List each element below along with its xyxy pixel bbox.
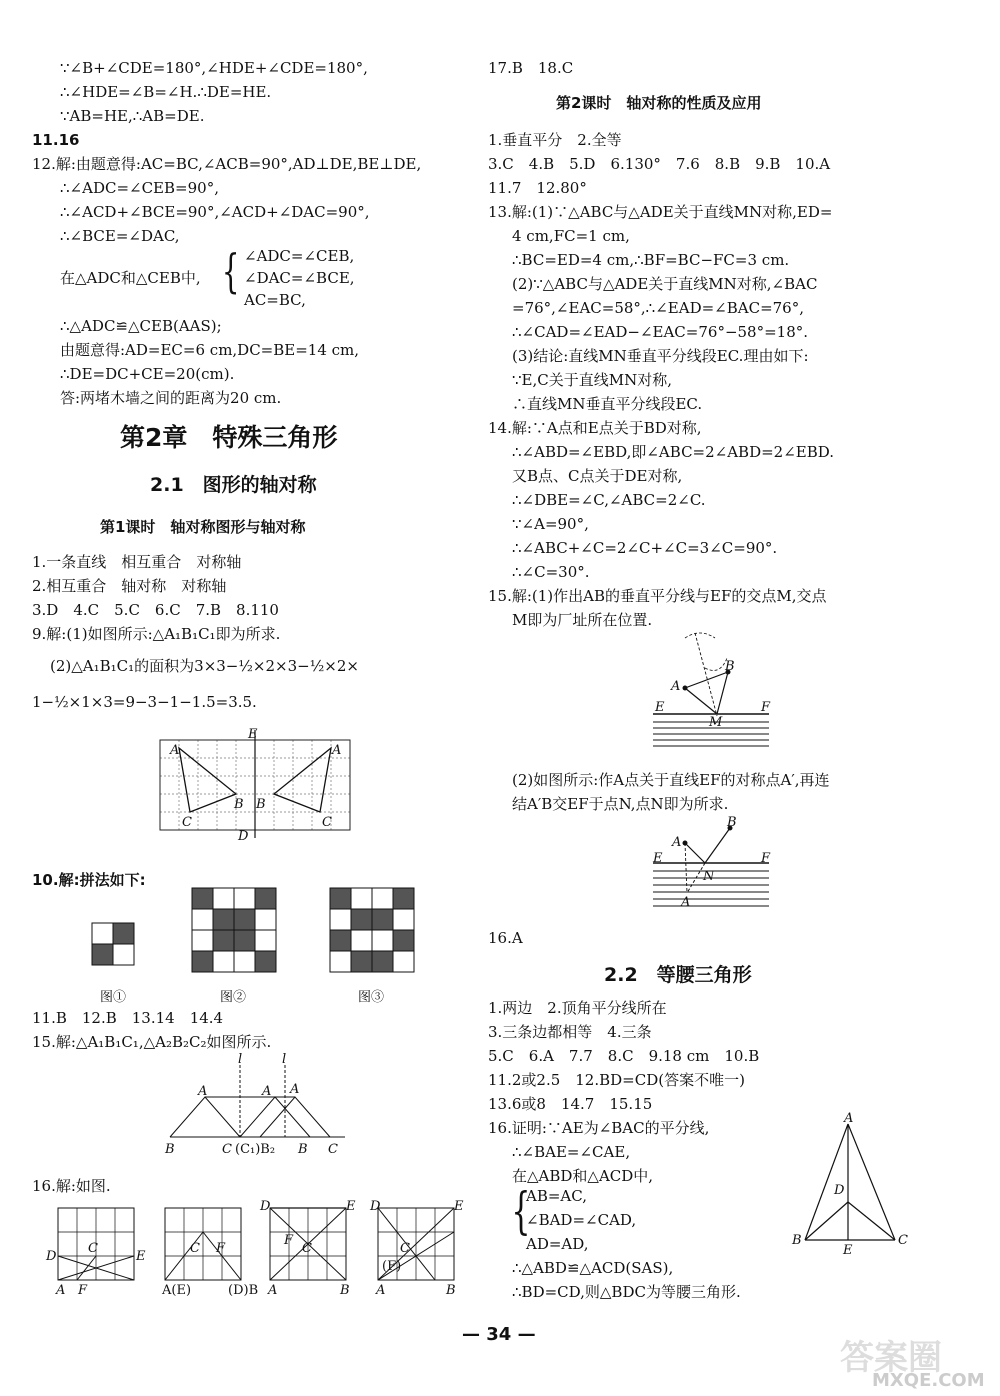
answer-line: 1−½×1×3=9−3−1−1.5=3.5. bbox=[32, 693, 257, 711]
proof-line: ∵∠B+∠CDE=180°,∠HDE+∠CDE=180°, bbox=[60, 59, 368, 77]
svg-text:C: C bbox=[328, 1142, 338, 1157]
svg-text:C: C bbox=[88, 1241, 98, 1256]
answer-line: 12.解:由题意得:AC=BC,∠ACB=90°,AD⊥DE,BE⊥DE, bbox=[32, 155, 422, 173]
svg-text:C: C bbox=[182, 815, 192, 830]
svg-text:C: C bbox=[322, 815, 332, 830]
answer-line: 3.C 4.B 5.D 6.130° 7.6 8.B 9.B 10.A bbox=[488, 155, 831, 173]
answer-line: ∵∠A=90°, bbox=[512, 515, 589, 533]
grid-figure-q9 bbox=[160, 727, 360, 844]
answer-line: 1.一条直线 相互重合 对称轴 bbox=[32, 553, 242, 571]
lesson-title: 第1课时 轴对称图形与轴对称 bbox=[100, 518, 306, 536]
svg-text:A: A bbox=[332, 743, 342, 758]
svg-text:F: F bbox=[761, 851, 771, 866]
answer-line: 11.B 12.B 13.14 14.4 bbox=[32, 1009, 224, 1027]
proof-line: ∴∠BCE=∠DAC, bbox=[60, 227, 180, 245]
svg-text:F: F bbox=[761, 700, 771, 715]
answer-line: 11.2或2.5 12.BD=CD(答案不唯一) bbox=[488, 1071, 745, 1089]
svg-text:B: B bbox=[727, 815, 737, 830]
answer-line: 14.解:∵A点和E点关于BD对称, bbox=[488, 419, 702, 437]
svg-text:B: B bbox=[725, 659, 735, 674]
section-title: 2.2 等腰三角形 bbox=[604, 964, 752, 986]
proof-line: 在△ADC和△CEB中, bbox=[60, 269, 201, 287]
svg-text:N: N bbox=[703, 869, 715, 884]
answer-line: 1.垂直平分 2.全等 bbox=[488, 131, 622, 149]
answer-line: (2)∵△ABC与△ADE关于直线MN对称,∠BAC bbox=[512, 275, 818, 293]
svg-text:E: E bbox=[454, 1199, 464, 1214]
svg-text:A: A bbox=[376, 1283, 386, 1298]
watermark-logo: 答案圈 bbox=[840, 1338, 942, 1378]
answer-line: 3.D 4.C 5.C 6.C 7.B 8.110 bbox=[32, 601, 279, 619]
svg-text:B: B bbox=[340, 1283, 350, 1298]
svg-text:A: A bbox=[672, 835, 682, 850]
answer-line: ∠BAD=∠CAD, bbox=[526, 1211, 637, 1229]
answer-line: ∴∠DBE=∠C,∠ABC=2∠C. bbox=[512, 491, 706, 509]
svg-text:A: A bbox=[671, 679, 681, 694]
svg-text:M: M bbox=[709, 715, 723, 730]
svg-text:D: D bbox=[238, 829, 249, 844]
answer-line: ∴∠BAE=∠CAE, bbox=[512, 1143, 631, 1161]
proof-line: ∵AB=HE,∴AB=DE. bbox=[60, 107, 205, 125]
svg-text:A: A bbox=[290, 1082, 300, 1097]
answer-line: 结A′B交EF于点N,点N即为所求. bbox=[512, 795, 729, 813]
svg-text:(F): (F) bbox=[382, 1259, 402, 1274]
answer-line: ∴△ABD≌△ACD(SAS), bbox=[512, 1259, 674, 1277]
brace: { bbox=[221, 244, 240, 298]
chapter-title: 第2章 特殊三角形 bbox=[120, 423, 338, 452]
svg-text:E: E bbox=[655, 700, 665, 715]
answer-line: 11.16 bbox=[32, 131, 80, 149]
proof-line: AC=BC, bbox=[244, 291, 306, 309]
svg-text:B: B bbox=[165, 1142, 175, 1157]
svg-text:A: A bbox=[268, 1283, 278, 1298]
svg-text:E: E bbox=[843, 1243, 853, 1258]
brace: { bbox=[511, 1182, 531, 1240]
svg-text:E: E bbox=[346, 1199, 356, 1214]
svg-text:B: B bbox=[792, 1233, 802, 1248]
svg-text:(D)B: (D)B bbox=[228, 1283, 259, 1298]
svg-text:C: C bbox=[222, 1142, 232, 1157]
triangle-reflection-figure-q15 bbox=[160, 1052, 360, 1160]
svg-text:B: B bbox=[446, 1283, 456, 1298]
answer-line: 4 cm,FC=1 cm, bbox=[512, 227, 630, 245]
answer-line: ∴BC=ED=4 cm,∴BF=BC−FC=3 cm. bbox=[512, 251, 790, 269]
answer-line: (2)如图所示:作A点关于直线EF的对称点A′,再连 bbox=[512, 771, 830, 789]
answer-line: 在△ABD和△ACD中, bbox=[512, 1167, 654, 1185]
pattern-figures-q10 bbox=[92, 888, 422, 984]
proof-line: ∴∠ADC=∠CEB=90°, bbox=[60, 179, 219, 197]
river-figure-q15-2 bbox=[645, 815, 775, 918]
svg-text:F: F bbox=[78, 1283, 88, 1298]
svg-text:E: E bbox=[248, 727, 258, 742]
proof-line: ∴∠ACD+∠BCE=90°,∠ACD+∠DAC=90°, bbox=[60, 203, 370, 221]
proof-line: ∠DAC=∠BCE, bbox=[244, 269, 355, 287]
svg-text:l: l bbox=[238, 1052, 243, 1067]
svg-text:A: A bbox=[170, 743, 180, 758]
figure-caption: 图① bbox=[100, 990, 127, 1005]
answer-line: M即为厂址所在位置. bbox=[512, 611, 653, 629]
answer-line: ∵E,C关于直线MN对称, bbox=[512, 371, 672, 389]
answer-line: 又B点、C点关于DE对称, bbox=[512, 467, 683, 485]
svg-text:F: F bbox=[284, 1233, 294, 1248]
answer-line: 1.两边 2.顶角平分线所在 bbox=[488, 999, 667, 1017]
answer-line: (2)△A₁B₁C₁的面积为3×3−½×2×3−½×2× bbox=[50, 657, 359, 675]
answer-line: 9.解:(1)如图所示:△A₁B₁C₁即为所求. bbox=[32, 625, 281, 643]
answer-line: 16.A bbox=[488, 929, 523, 947]
answer-line: 10.解:拼法如下: bbox=[32, 871, 146, 889]
proof-line: 答:两堵木墙之间的距离为20 cm. bbox=[60, 389, 282, 407]
svg-text:C: C bbox=[400, 1241, 410, 1256]
answer-line: 3.三条边都相等 4.三条 bbox=[488, 1023, 652, 1041]
answer-line: ∴直线MN垂直平分线段EC. bbox=[512, 395, 703, 413]
svg-text:A: A bbox=[681, 895, 691, 910]
answer-line: AB=AC, bbox=[526, 1187, 587, 1205]
svg-text:A: A bbox=[262, 1084, 272, 1099]
figure-caption: 图③ bbox=[358, 990, 385, 1005]
answer-line: ∴∠C=30°. bbox=[512, 563, 590, 581]
answer-line: =76°,∠EAC=58°,∴∠EAD=∠BAC=76°, bbox=[512, 299, 804, 317]
svg-text:E: E bbox=[136, 1249, 146, 1264]
answer-line: 15.解:(1)作出AB的垂直平分线与EF的交点M,交点 bbox=[488, 587, 827, 605]
svg-text:D: D bbox=[834, 1183, 845, 1198]
svg-text:A: A bbox=[198, 1084, 208, 1099]
answer-line: 16.证明:∵AE为∠BAC的平分线, bbox=[488, 1119, 710, 1137]
proof-line: ∴△ADC≌△CEB(AAS); bbox=[60, 317, 222, 335]
svg-text:A: A bbox=[56, 1283, 66, 1298]
answer-line: 13.解:(1)∵△ABC与△ADE关于直线MN对称,ED= bbox=[488, 203, 833, 221]
svg-text:l: l bbox=[282, 1052, 287, 1067]
section-title: 2.1 图形的轴对称 bbox=[150, 474, 317, 496]
watermark-url: MXQE.COM bbox=[872, 1370, 985, 1391]
svg-text:B: B bbox=[256, 797, 266, 812]
answer-line: 15.解:△A₁B₁C₁,△A₂B₂C₂如图所示. bbox=[32, 1033, 272, 1051]
svg-text:B: B bbox=[234, 797, 244, 812]
svg-text:A: A bbox=[844, 1111, 854, 1126]
answer-line: 5.C 6.A 7.7 8.C 9.18 cm 10.B bbox=[488, 1047, 760, 1065]
svg-text:F: F bbox=[216, 1241, 226, 1256]
answer-line: AD=AD, bbox=[526, 1235, 589, 1253]
answer-line: (3)结论:直线MN垂直平分线段EC.理由如下: bbox=[512, 347, 809, 365]
proof-line: ∴DE=DC+CE=20(cm). bbox=[60, 365, 235, 383]
proof-line: ∴∠HDE=∠B=∠H.∴DE=HE. bbox=[60, 83, 272, 101]
answer-line: 16.解:如图. bbox=[32, 1177, 111, 1195]
river-figure-q15-1 bbox=[645, 628, 775, 753]
svg-text:B: B bbox=[298, 1142, 308, 1157]
answer-line: ∴∠ABD=∠EBD,即∠ABC=2∠ABD=2∠EBD. bbox=[512, 443, 835, 461]
answer-line: ∴∠ABC+∠C=2∠C+∠C=3∠C=90°. bbox=[512, 539, 778, 557]
svg-text:A(E): A(E) bbox=[162, 1283, 192, 1298]
answer-line: 11.7 12.80° bbox=[488, 179, 587, 197]
svg-text:(C₁)B₂: (C₁)B₂ bbox=[235, 1142, 276, 1157]
lesson-title: 第2课时 轴对称的性质及应用 bbox=[556, 94, 762, 112]
svg-text:C: C bbox=[190, 1241, 200, 1256]
grid-figures-q16 bbox=[40, 1198, 464, 1298]
svg-text:C: C bbox=[302, 1241, 312, 1256]
answer-line: 13.6或8 14.7 15.15 bbox=[488, 1095, 653, 1113]
proof-line: ∠ADC=∠CEB, bbox=[244, 247, 355, 265]
page-number: — 34 — bbox=[462, 1324, 536, 1345]
svg-text:D: D bbox=[370, 1199, 381, 1214]
svg-text:D: D bbox=[260, 1199, 271, 1214]
proof-line: 由题意得:AD=EC=6 cm,DC=BE=14 cm, bbox=[60, 341, 360, 359]
svg-text:D: D bbox=[46, 1249, 57, 1264]
svg-text:E: E bbox=[653, 851, 663, 866]
answer-line: ∴∠CAD=∠EAD−∠EAC=76°−58°=18°. bbox=[512, 323, 809, 341]
isosceles-triangle-figure bbox=[790, 1112, 920, 1257]
svg-text:C: C bbox=[898, 1233, 908, 1248]
answer-line: ∴BD=CD,则△BDC为等腰三角形. bbox=[512, 1283, 741, 1301]
answer-line: 17.B 18.C bbox=[488, 59, 574, 77]
answer-line: 2.相互重合 轴对称 对称轴 bbox=[32, 577, 227, 595]
figure-caption: 图② bbox=[220, 990, 247, 1005]
